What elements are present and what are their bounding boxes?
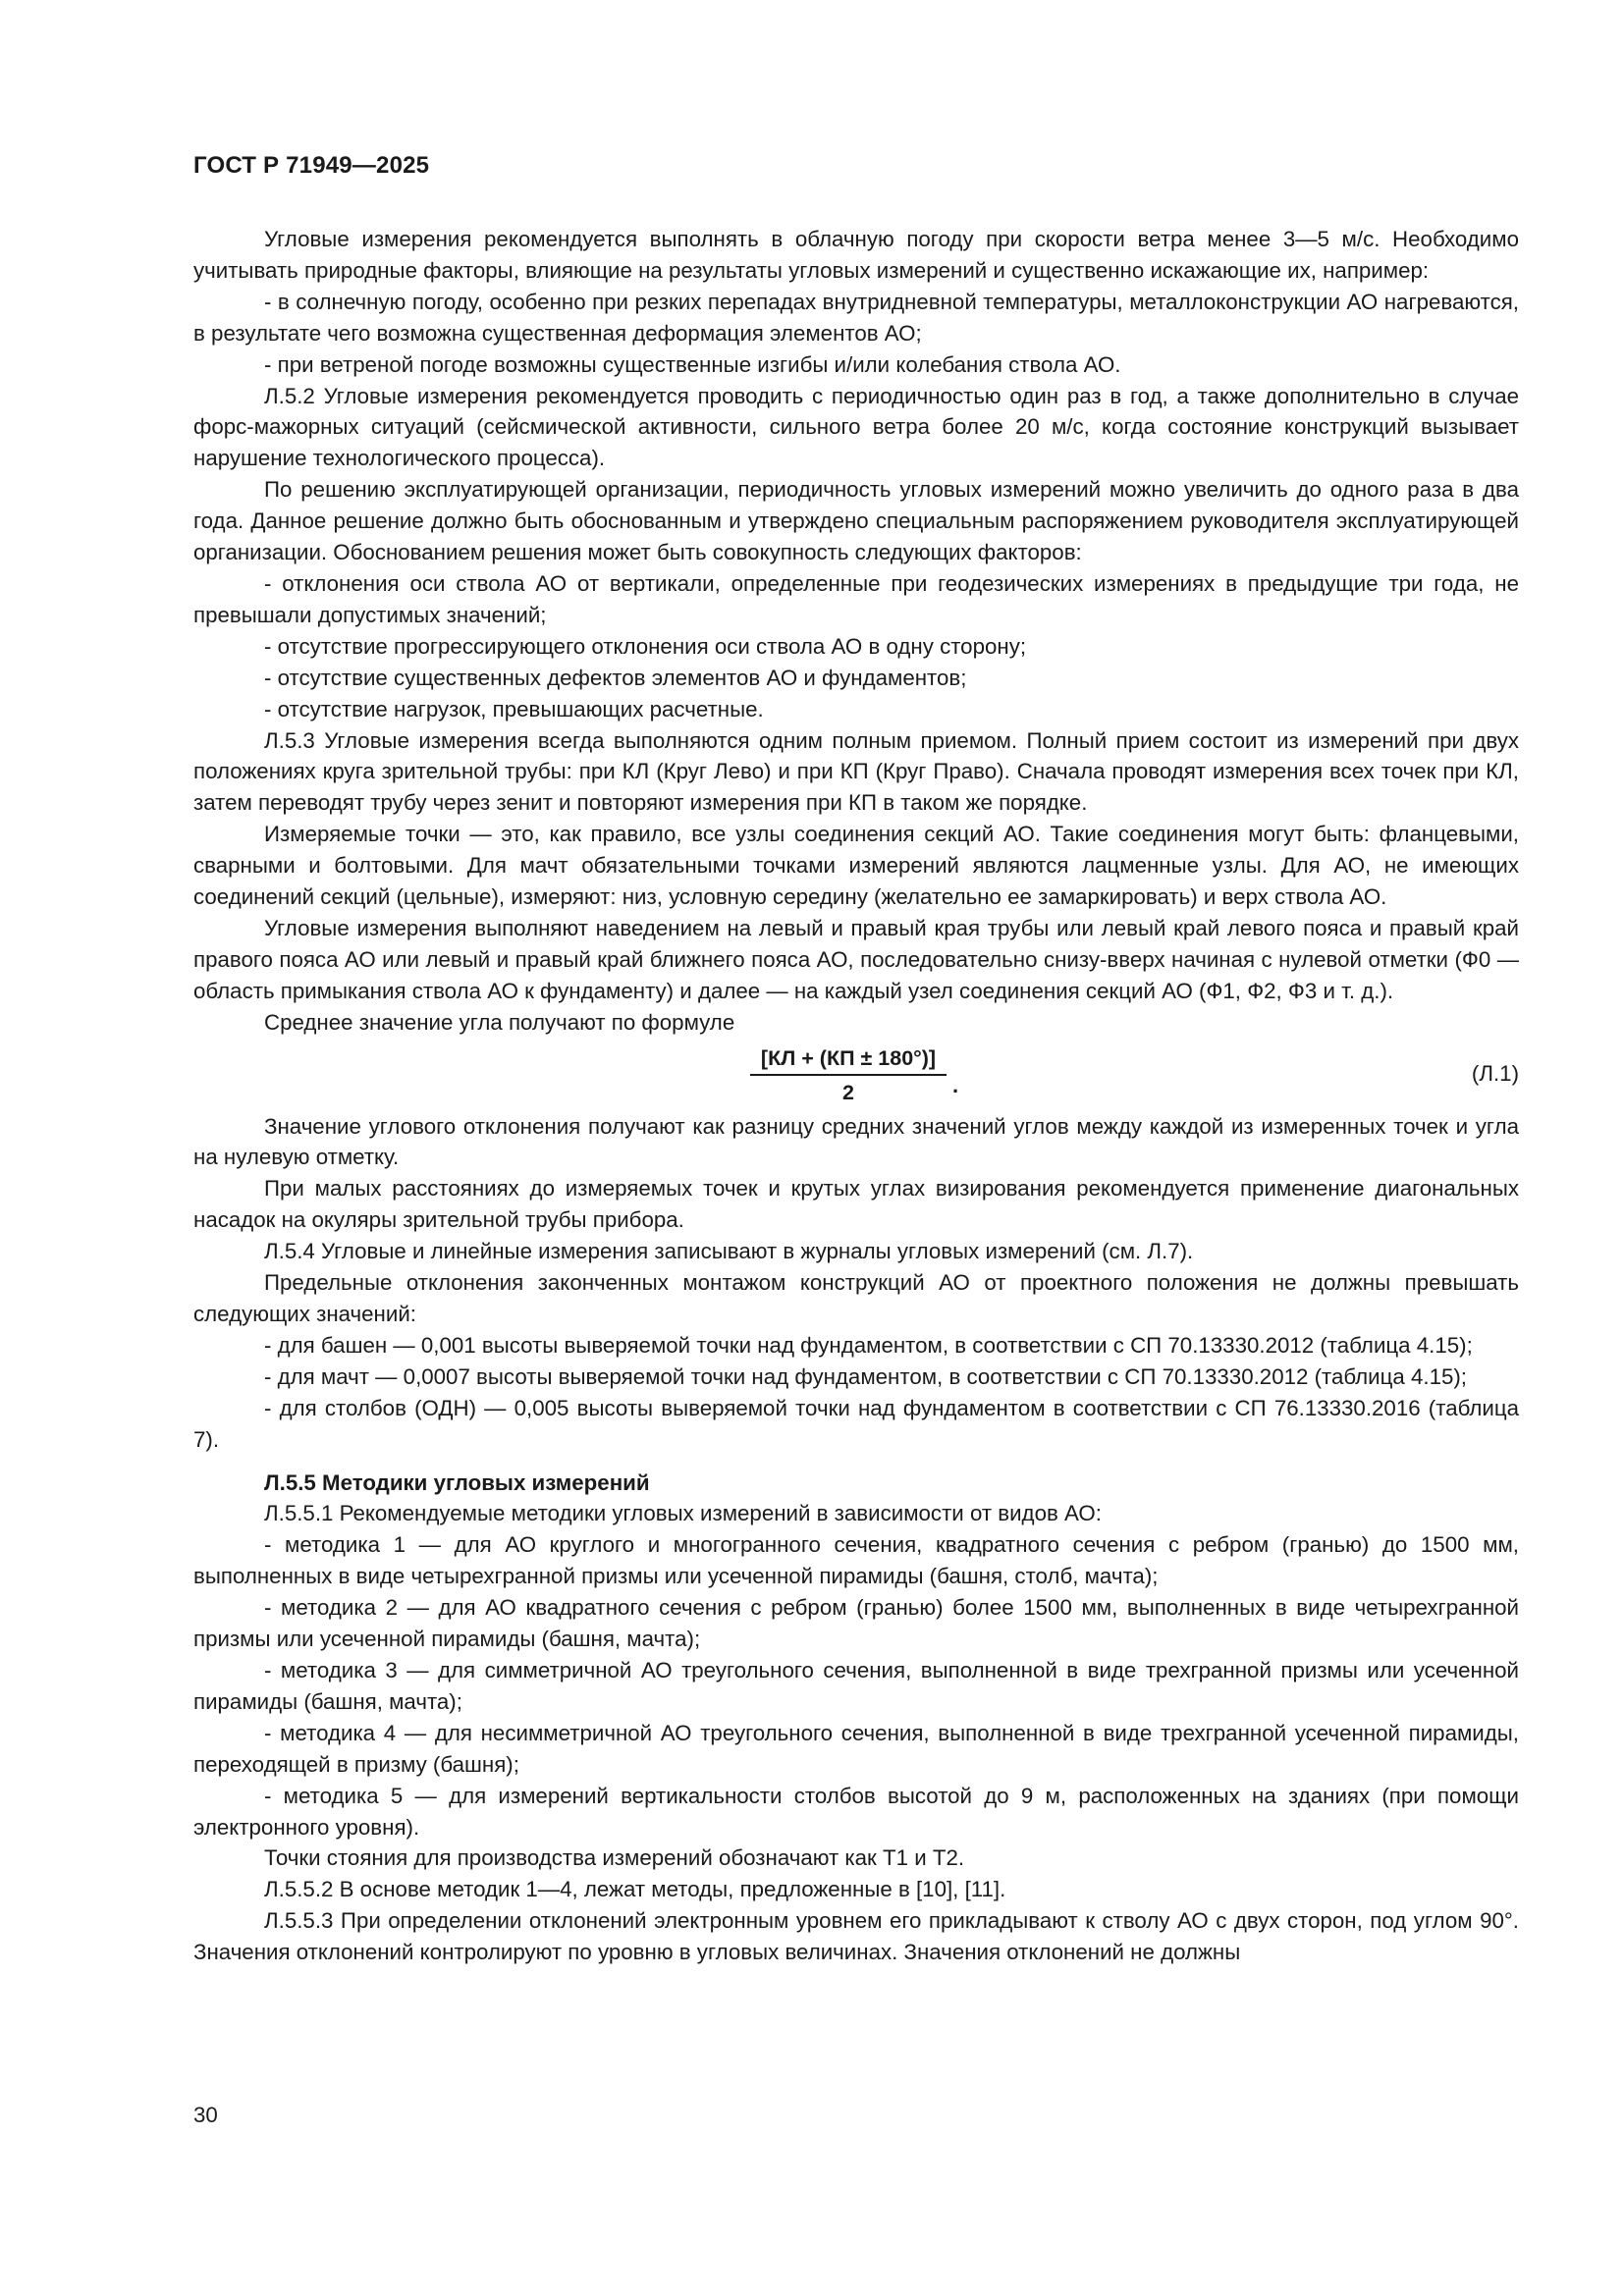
paragraph: Угловые измерения рекомендуется выполнять в облачную погоду при скорости ветра менее 3—5 м/с. Необходимо учитывать природные факторы, влияющие на результаты угловых измерений и существенно искажающие их, например: — [193, 227, 1519, 283]
paragraph: При малых расстояниях до измеряемых точек и крутых углах визирования рекомендуется применение диагональных насадок на окуляры зрительной трубы прибора. — [193, 1176, 1519, 1233]
paragraph: Значение углового отклонения получают как разницу средних значений углов между каждой из измеренных точек и угла на нулевую отметку. — [193, 1113, 1519, 1170]
formula-denominator: 2 — [842, 1080, 854, 1104]
page-number: 30 — [193, 2103, 218, 2127]
paragraph: Л.5.5.2 В основе методик 1—4, лежат методы, предложенные в [10], [11]. — [264, 1877, 1006, 1902]
paragraph: Предельные отклонения законченных монтажом конструкций АО от проектного положения не должны превышать следующих значений: — [193, 1270, 1519, 1326]
list-item: - при ветреной погоде возможны существенные изгибы и/или колебания ствола АО. — [264, 351, 1121, 377]
paragraph: Л.5.5.3 При определении отклонений электронным уровнем его прикладывают к стволу АО с двух сторон, под углом 90°. Значения отклонений контролируют по уровню в угловых величинах. Значения отклонений не должны — [193, 1908, 1519, 1965]
formula-fraction — [750, 1044, 947, 1106]
paragraph: Л.5.5.1 Рекомендуемые методики угловых измерений в зависимости от видов АО: — [264, 1501, 1102, 1526]
formula-period: . — [952, 1072, 959, 1097]
formula-number: (Л.1) — [1471, 1060, 1519, 1086]
formula-numerator: [КЛ + (КП ± 180°)] — [750, 1044, 947, 1076]
section-title: Л.5.5 Методики угловых измерений — [264, 1469, 650, 1495]
list-item: - методика 2 — для АО квадратного сечения с ребром (гранью) более 1500 мм, выполненных в виде четырехгранной призмы или усеченной пирамиды (башня, мачта); — [193, 1595, 1519, 1652]
list-item: - отклонения оси ствола АО от вертикали, определенные при геодезических измерениях в предыдущие три года, не превышали допустимых значений; — [193, 570, 1519, 627]
list-item: - отсутствие существенных дефектов элементов АО и фундаментов; — [264, 665, 967, 690]
list-item: - отсутствие прогрессирующего отклонения оси ствола АО в одну сторону; — [264, 633, 1027, 659]
list-item: - для башен — 0,001 высоты выверяемой точки над фундаментом, в соответствии с СП 70.13330.2012 (таблица 4.15); — [264, 1332, 1473, 1358]
paragraph: Л.5.4 Угловые и линейные измерения записывают в журналы угловых измерений (см. Л.7). — [264, 1239, 1194, 1264]
list-item: - методика 3 — для симметричной АО треугольного сечения, выполненной в виде трехгранной призмы или усеченной пирамиды (башня, мачта); — [193, 1657, 1519, 1714]
paragraph: Л.5.3 Угловые измерения всегда выполняются одним полным приемом. Полный прием состоит из измерений при двух положениях круга зрительной трубы: при КЛ (Круг Лево) и при КП (Круг Право). Сначала проводят измерения всех точек при КЛ, затем переводят трубу через зенит и повторяют измерения при КП в таком же порядке. — [193, 727, 1519, 816]
list-item: - в солнечную погоду, особенно при резких перепадах внутридневной температуры, металлоконструкции АО нагреваются, в результате чего возможна существенная деформация элементов АО; — [193, 289, 1519, 346]
list-item: - для столбов (ОДН) — 0,005 высоты выверяемой точки над фундаментом в соответствии с СП 76.13330.2016 (таблица 7). — [193, 1395, 1519, 1452]
paragraph: Л.5.2 Угловые измерения рекомендуется проводить с периодичностью один раз в год, а также дополнительно в случае форс-мажорных ситуаций (сейсмической активности, сильного ветра более 20 м/с, когда состояние конструкций вызывает нарушение технологического процесса). — [193, 383, 1519, 471]
paragraph: По решению эксплуатирующей организации, периодичность угловых измерений можно увеличить до одного раза в два года. Данное решение должно быть обоснованным и утверждено специальным распоряжением руководителя эксплуатирующей организации. Обоснованием решения может быть совокупность следующих факторов: — [193, 477, 1519, 565]
document-body — [193, 224, 1519, 1968]
paragraph: Измеряемые точки — это, как правило, все узлы соединения секций АО. Такие соединения могут быть: фланцевыми, сварными и болтовыми. Для мачт обязательными точками измерений являются лацменные узлы. Для АО, не имеющих соединений секций (цельные), измеряют: низ, условную середину (желательно ее замаркировать) и верх ствола АО. — [193, 822, 1519, 910]
formula-l1 — [193, 1044, 1519, 1109]
document-header: ГОСТ Р 71949—2025 — [193, 152, 430, 179]
list-item: - методика 1 — для АО круглого и многогранного сечения, квадратного сечения с ребром (гранью) до 1500 мм, выполненных в виде четырехгранной призмы или усеченной пирамиды (башня, столб, мачта); — [193, 1532, 1519, 1589]
list-item: - для мачт — 0,0007 высоты выверяемой точки над фундаментом, в соответствии с СП 70.13330.2012 (таблица 4.15); — [264, 1363, 1467, 1389]
list-item: - методика 4 — для несимметричной АО треугольного сечения, выполненной в виде трехгранной усеченной пирамиды, переходящей в призму (башня); — [193, 1720, 1519, 1777]
list-item: - отсутствие нагрузок, превышающих расчетные. — [264, 696, 764, 721]
paragraph: Среднее значение угла получают по формуле — [264, 1009, 735, 1035]
list-item: - методика 5 — для измерений вертикальности столбов высотой до 9 м, расположенных на зданиях (при помощи электронного уровня). — [193, 1783, 1519, 1840]
paragraph: Точки стояния для производства измерений обозначают как Т1 и Т2. — [264, 1845, 965, 1871]
paragraph: Угловые измерения выполняют наведением на левый и правый края трубы или левый край левого пояса и правый край правого пояса АО или левый и правый край ближнего пояса АО, последовательно снизу-вверх начиная с нулевой отметки (Ф0 — область примыкания ствола АО к фундаменту) и далее — на каждый узел соединения секций АО (Ф1, Ф2, Ф3 и т. д.). — [193, 915, 1519, 1003]
